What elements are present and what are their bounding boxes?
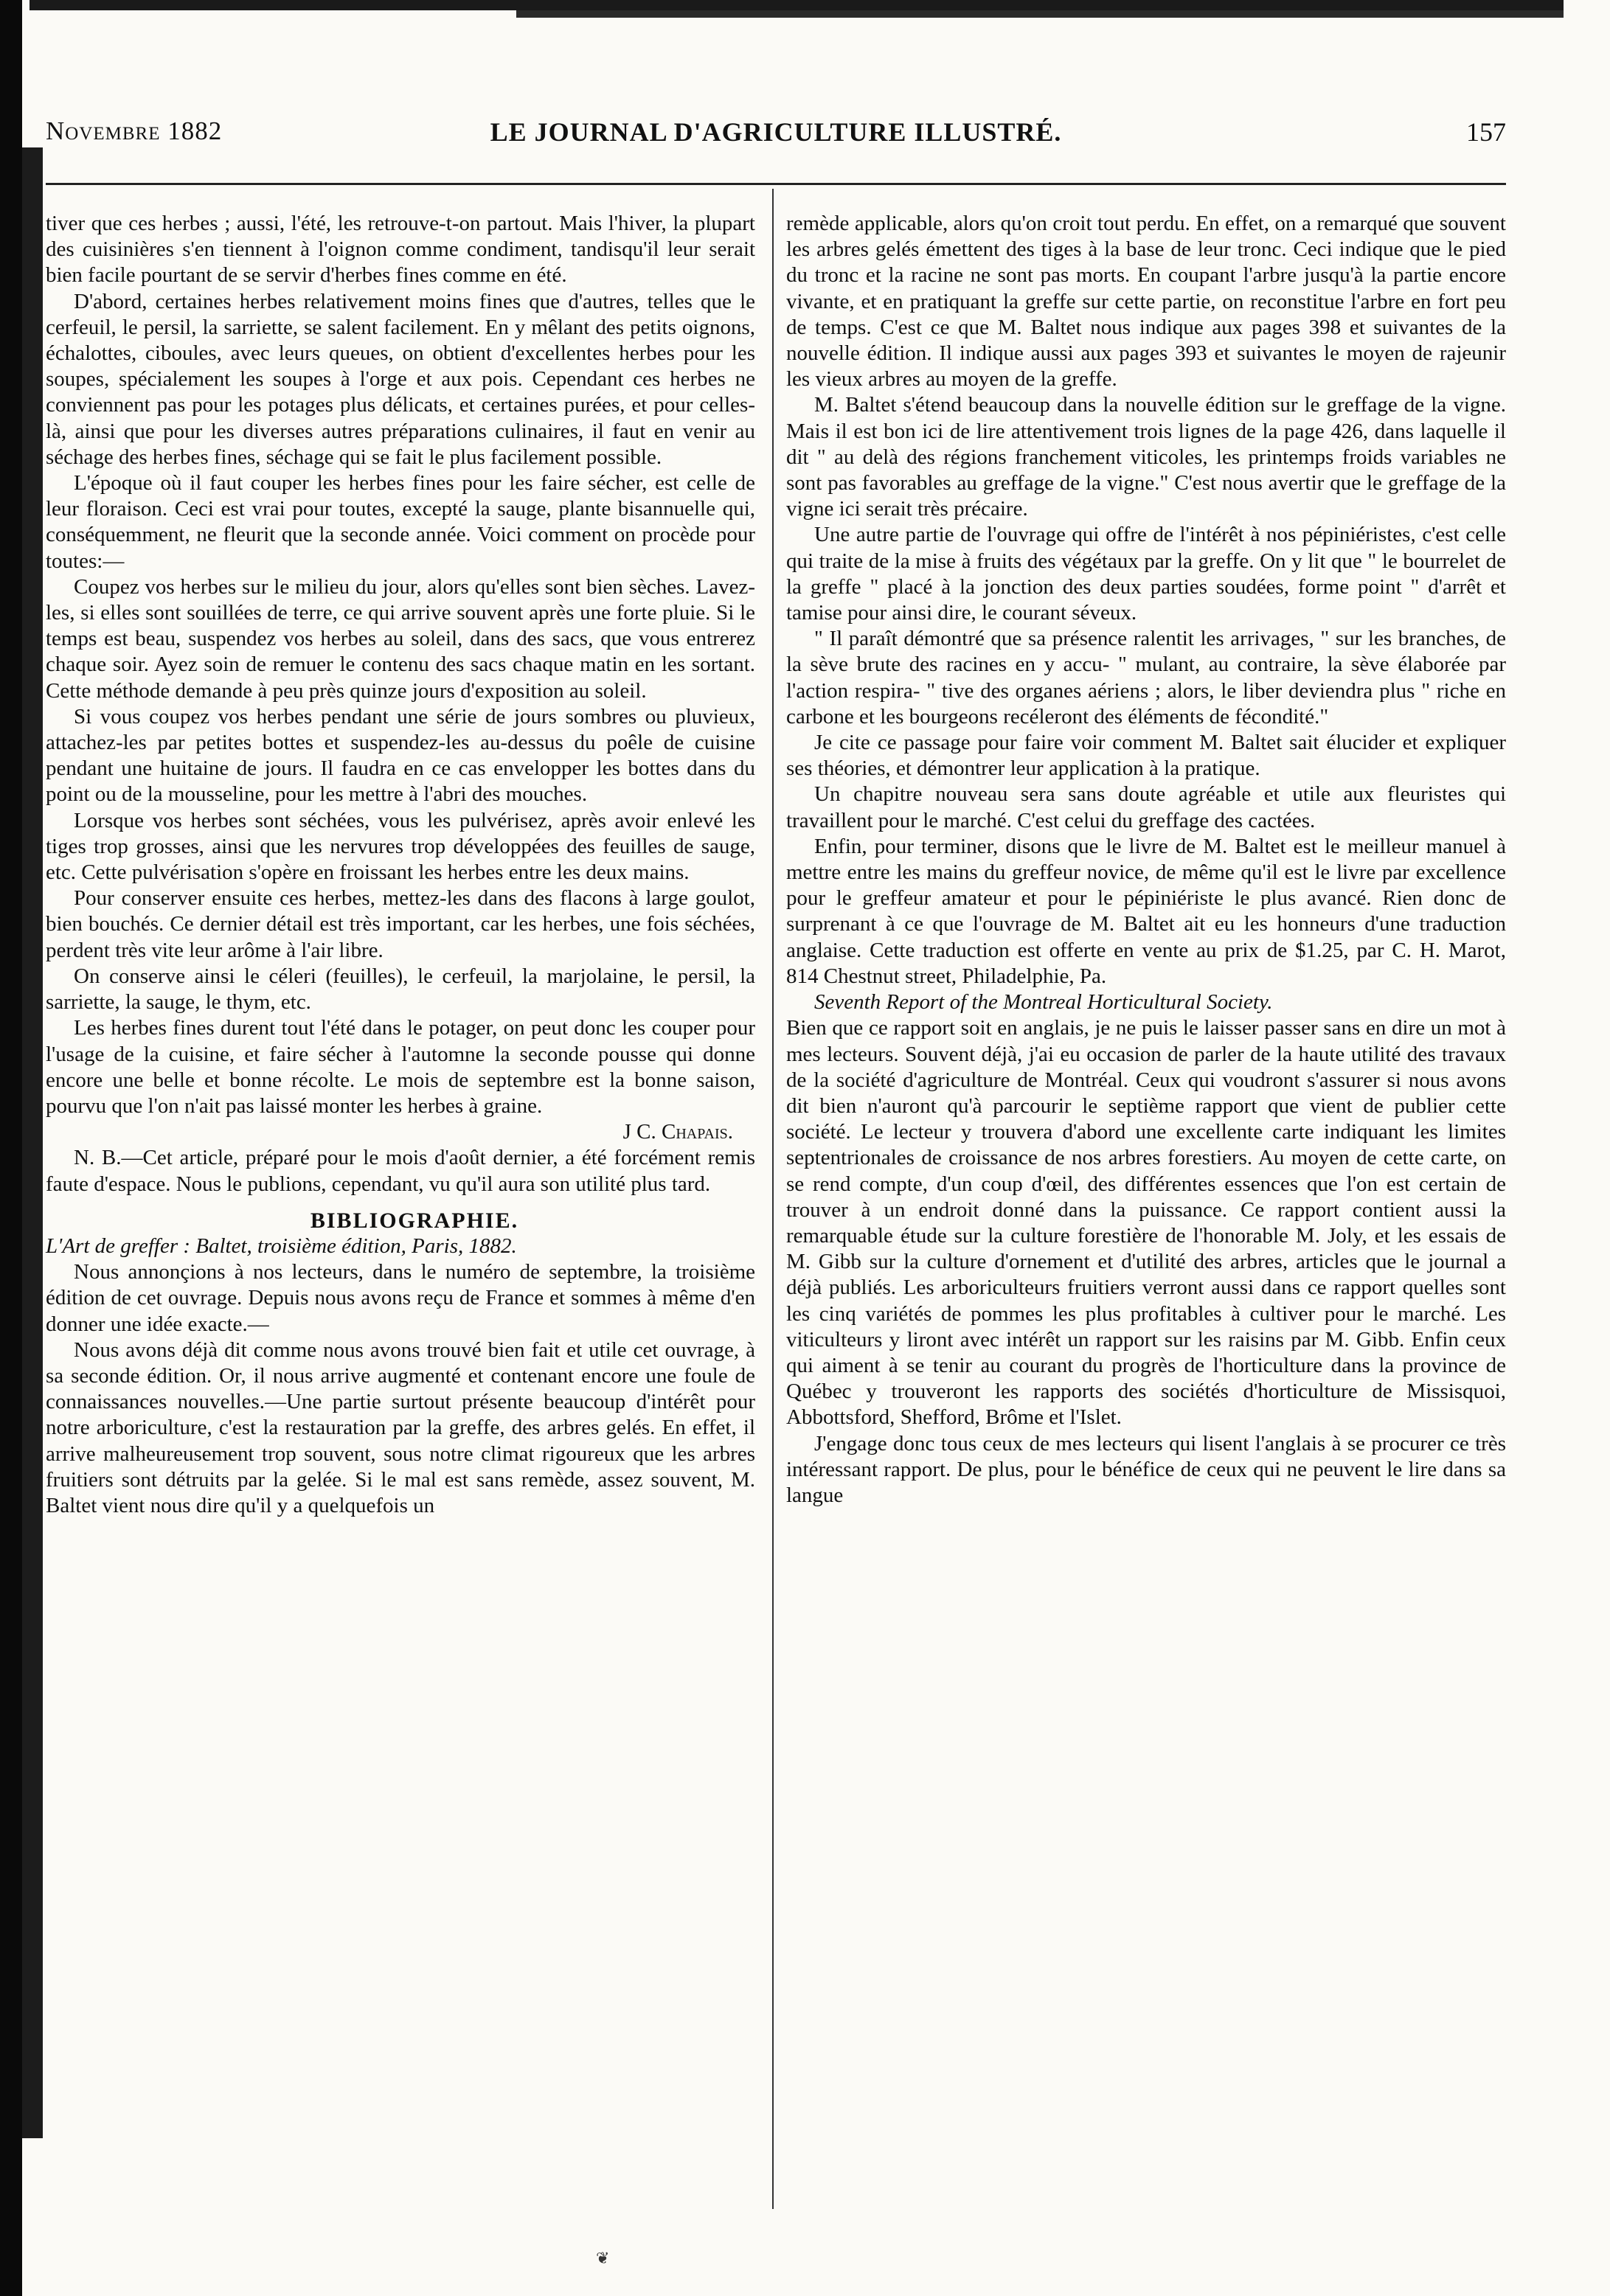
paragraph: tiver que ces herbes ; aussi, l'été, les retrouve-t-on partout. Mais l'hiver, la plupart des cuisinières s'en tiennent à l'oignon comme condiment, tandisqu'il leur serait bien facile pourtant de se servir d'herbes fines comme en été.	[46, 212, 755, 288]
paragraph: Les herbes fines durent tout l'été dans le potager, on peut donc les couper pour l'usage de la cuisine, et faire sécher à l'automne la seconde pousse qui donne encore une belle et bonne récolte. Le mois de septembre est la bonne saison, pourvu que l'on n'ait pas laissé monter les herbes à graine.	[46, 1016, 755, 1118]
paragraph: Lorsque vos herbes sont séchées, vous les pulvérisez, après avoir enlevé les tiges trop grosses, ainsi que les nervures trop développées des feuilles de sauge, etc. Cette pulvérisation s'opère en froissant les herbes entre les deux mains.	[46, 808, 755, 885]
paragraph: Coupez vos herbes sur le milieu du jour, alors qu'elles sont bien sèches. Lavez-les, si elles sont souillées de terre, ce qui arrive souvent après une forte pluie. Si le temps est beau, suspendez vos herbes au soleil, dans des sacs, que vous entrerez chaque soir. Ayez soin de remuer le contenu des sacs chaque matin en les sortant. Cette méthode demande à peu près quinze jours d'exposition au soleil.	[46, 574, 755, 703]
report-reference: Seventh Report of the Montreal Horticultural Society.	[814, 990, 1273, 1015]
paragraph: Un chapitre nouveau sera sans doute agréable et utile aux fleuristes qui travaillent pour le marché. C'est celui du greffage des cactées.	[786, 782, 1506, 832]
paragraph: Je cite ce passage pour faire voir comment M. Baltet sait élucider et expliquer ses théories, et démontrer leur application à la pratique.	[786, 731, 1506, 781]
header-rule	[46, 183, 1506, 185]
paragraph: Une autre partie de l'ouvrage qui offre de l'intérêt à nos pépiniéristes, c'est celle qui traite de la mise à fruits des végétaux par la greffe. On y lit que " le bourrelet de la greffe " placé à la jonction des deux parties soudées, forme point " d'arrêt et tamise pour ainsi dire, le courant séveux.	[786, 523, 1506, 625]
paragraph: Pour conserver ensuite ces herbes, mettez-les dans des flacons à large goulot, bien bouchés. Ce dernier détail est très important, car les herbes, une fois séchées, perdent très vite leur arôme à l'air libre.	[46, 886, 755, 962]
column-divider	[772, 189, 774, 2209]
nb-note: N. B.—Cet article, préparé pour le mois d'août dernier, a été forcément remis faute d'espace. Nous le publions, cependant, vu qu'il aura son utilité plus tard.	[46, 1146, 755, 1196]
quotation: " Il paraît démontré que sa présence ralentit les arrivages, " sur les branches, de la sève brute des racines en y accu- " mulant, au contraire, la sève élaborée par l'action respira- " tive des organes aériens ; alors, le liber deviendra plus " riche en carbone et les bourgeons recéleront des éléments de fécondité."	[786, 627, 1506, 728]
paragraph: On conserve ainsi le céleri (feuilles), le cerfeuil, la marjolaine, le persil, la sarriette, la sauge, le thym, etc.	[46, 964, 755, 1015]
section-title-bibliographie: BIBLIOGRAPHIE.	[310, 1208, 519, 1233]
page-binding-edge	[0, 0, 22, 2296]
paragraph: Enfin, pour terminer, disons que le livre de M. Baltet est le meilleur manuel à mettre entre les mains du greffeur novice, de même qu'il est le livre par excellence pour le greffeur amateur et pour le pépiniériste le plus avancé. Rien donc de surprenant à ce que l'ouvrage de M. Baltet ait eu les honneurs d'une traduction anglaise. Cette traduction est offerte en vente au prix de $1.25, par C. H. Marot, 814 Chestnut street, Philadelphie, Pa.	[786, 834, 1506, 988]
paragraph: Si vous coupez vos herbes pendant une série de jours sombres ou pluvieux, attachez-les par petites bottes et suspendez-les au-dessus du poêle de cuisine pendant une huitaine de jours. Il faudra en ce cas envelopper les bottes dans du point ou de la mousseline, pour les mettre à l'abri des mouches.	[46, 704, 755, 807]
paragraph: M. Baltet s'étend beaucoup dans la nouvelle édition sur le greffage de la vigne. Mais il est bon ici de lire attentivement trois lignes de la page 426, dans laquelle il dit " au delà des régions franchement viticoles, les printemps froids variables ne sont pas favorables au greffage de la vigne." C'est nous avertir que le greffage de la vigne ici serait très précaire.	[786, 393, 1506, 521]
author-signature: J C. Chapais.	[622, 1120, 733, 1144]
left-column	[46, 211, 755, 1519]
right-column	[786, 211, 1506, 1509]
running-header	[46, 116, 1506, 161]
header-date: Novembre 1882	[46, 116, 223, 145]
paragraph: Bien que ce rapport soit en anglais, je ne puis le laisser passer sans en dire un mot à mes lecteurs. Souvent déjà, j'ai eu occasion de parler de la haute utilité des travaux de la société d'agriculture de Montréal. Ceux qui voudront s'assurer si nous avons dit bien n'auront qu'à parcourir le septième rapport que vient de publier cette société. Le lecteur y trouvera d'abord une excellente carte indiquant les limites septentrionales de croissance de nos arbres forestiers. Au moyen de cette carte, on se rend compte, d'un coup d'œil, des différentes essences que l'on est certain de trouver à un endroit donné dans la puissance. Ce rapport contient aussi la remarquable étude sur la culture forestière de l'honorable M. Joly, et les essais de M. Gibb sur la culture d'ornement et d'utilité des arbres, articles que le journal a déjà publiés. Les arboriculteurs fruitiers verront aussi dans ce rapport quelles sont les cinq variétés de pommes les plus profitables à cultiver pour le marché. Les viticulteurs y liront avec intérêt un rapport sur les raisins par M. Gibb. Enfin ceux qui aiment à se tenir au courant du progrès de l'horticulture dans la province de Québec y trouveront les rapports des sociétés d'horticulture de Missisquoi, Abbottsford, Shefford, Brôme et l'Islet.	[786, 1016, 1506, 1430]
paragraph: L'époque où il faut couper les herbes fines pour les faire sécher, est celle de leur floraison. Ceci est vrai pour toutes, excepté la sauge, plante bisannuelle qui, conséquemment, ne fleurit que la seconde année. Voici comment on procède pour toutes:—	[46, 471, 755, 573]
page-binding-shadow	[22, 147, 43, 2138]
book-reference: L'Art de greffer : Baltet, troisième édition, Paris, 1882.	[46, 1234, 517, 1258]
page-top-edge	[30, 0, 1564, 10]
paragraph: J'engage donc tous ceux de mes lecteurs qui lisent l'anglais à se procurer ce très intéressant rapport. De plus, pour le bénéfice de ceux qui ne peuvent le lire dans sa langue	[786, 1431, 1506, 1507]
paragraph: D'abord, certaines herbes relativement moins fines que d'autres, telles que le cerfeuil, le persil, la sarriette, se salent facilement. En y mêlant des petits oignons, échalottes, ciboules, avec leurs queues, on obtient d'excellentes herbes pour les soupes, spécialement les soupes à l'orge et aux pois. Cependant ces herbes ne conviennent pas pour les potages plus délicats, et certaines purées, et pour celles-là, ainsi que pour les diverses autres préparations culinaires, il faut en venir au séchage des herbes fines, séchage qui se fait le plus facilement possible.	[46, 289, 755, 469]
page-number: 157	[1466, 117, 1506, 147]
header-journal-title: LE JOURNAL D'AGRICULTURE ILLUSTRÉ.	[490, 117, 1062, 147]
page-top-edge-shadow	[516, 10, 1564, 18]
paragraph: Nous annonçions à nos lecteurs, dans le numéro de septembre, la troisième édition de cet ouvrage. Depuis nous avons reçu de France et sommes à même d'en donner une idée exacte.—	[46, 1260, 755, 1336]
printer-ornament-icon: ❦	[596, 2249, 610, 2267]
paragraph: Nous avons déjà dit comme nous avons trouvé bien fait et utile cet ouvrage, à sa seconde édition. Or, il nous arrive augmenté et contenant encore une foule de connaissances nouvelles.—Une partie surtout présente beaucoup d'intérêt pour notre arboriculture, c'est la restauration par la greffe, des arbres gelés. En effet, il arrive malheureusement trop souvent, sous notre climat rigoureux que les arbres fruitiers sont détruits par la gelée. Si le mal est sans remède, assez souvent, M. Baltet vient nous dire qu'il y a quelquefois un	[46, 1337, 755, 1517]
paragraph: remède applicable, alors qu'on croit tout perdu. En effet, on a remarqué que souvent les arbres gelés émettent des tiges à la base de leur tronc. Ceci indique que le pied du tronc et la racine ne sont pas morts. En coupant l'arbre jusqu'à la partie encore vivante, et en pratiquant la greffe sur cette partie, on reconstitue l'arbre en fort peu de temps. C'est ce que M. Baltet nous indique aux pages 398 et suivantes de la nouvelle édition. Il indique aussi aux pages 393 et suivantes le moyen de rajeunir les vieux arbres au moyen de la greffe.	[786, 212, 1506, 392]
